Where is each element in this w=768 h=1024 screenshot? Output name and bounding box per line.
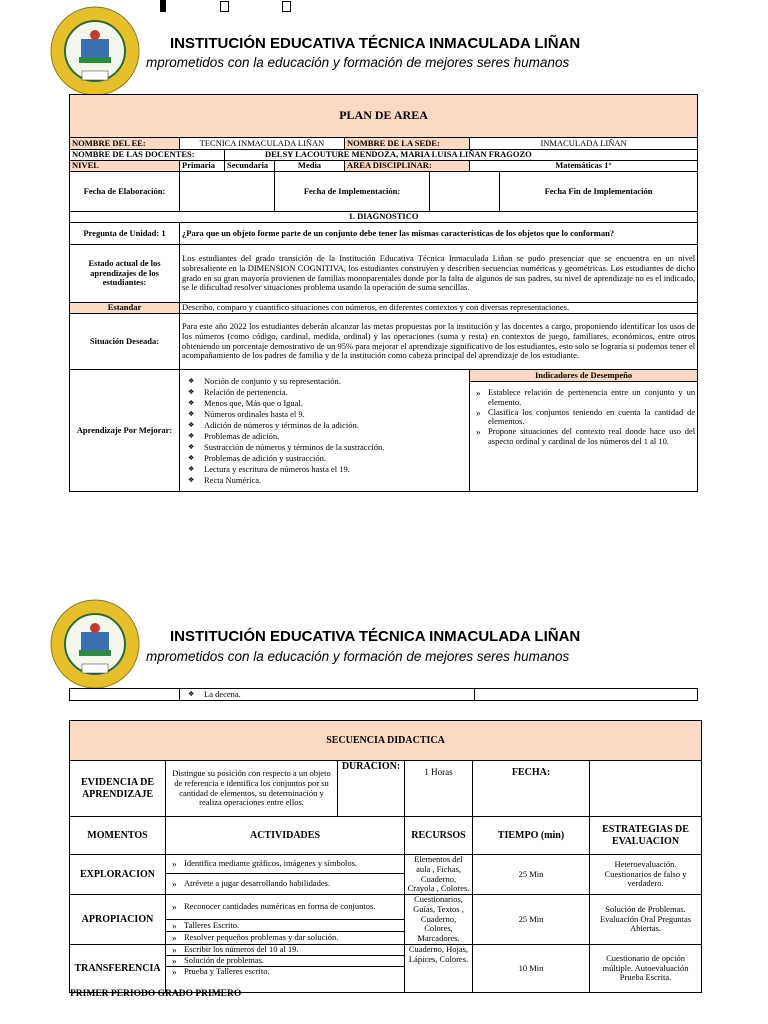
list-item: ❖ Relación de pertenencia. (204, 387, 467, 398)
section-diagnostico: 1. DIAGNOSTICO (70, 212, 698, 223)
duracion-label: DURACION: (338, 761, 405, 817)
indicadores-list (472, 388, 695, 447)
aprendizaje-cell (180, 370, 470, 492)
list-item: » Atrévete a jugar desarrollando habilidades. (184, 879, 402, 889)
footer-text: PRIMER PERIODO GRADO PRIMERO (70, 989, 242, 999)
empty-box-icon (220, 1, 229, 12)
institution-name-2: INSTITUCIÓN EDUCATIVA TÉCNICA INMACULADA LIÑAN (170, 628, 581, 645)
estado-label: Estado actual de los aprendizajes de los estudiantes: (70, 245, 180, 303)
institution-logo (49, 598, 141, 690)
estrategias-value: Cuestionario de opción múltiple. Autoevaluación Prueba Escrita. (590, 944, 702, 992)
list-item: » Escribir los números del 10 al 19. (184, 945, 402, 955)
estrategias-value: Heteroevaluación. Cuestionarios de falso y verdadero. (590, 855, 702, 895)
aprendizaje-label: Aprendizaje Por Mejorar: (70, 370, 180, 492)
black-square-icon (160, 0, 166, 12)
list-item: ❖ Noción de conjunto y su representación. (204, 376, 467, 387)
nivel-primaria: Primaria (180, 161, 225, 172)
list-item: ❖ Menos que, Más que o Igual. (204, 398, 467, 409)
situacion-label: Situación Deseada: (70, 314, 180, 370)
list-item: » Reconocer cantidades numéricas en forma de conjuntos. (184, 902, 402, 912)
empty-box-icon (282, 1, 291, 12)
plan-table (69, 94, 698, 492)
list-item: ❖ Problemas de adición. (204, 431, 467, 442)
momento-transferencia: TRANSFERENCIA (70, 944, 166, 992)
estrategias-value: Solución de Problemas. Evaluación Oral Preguntas Abiertas. (590, 895, 702, 945)
actividad-item (166, 855, 405, 874)
institution-name: INSTITUCIÓN EDUCATIVA TÉCNICA INMACULADA LIÑAN (170, 35, 581, 52)
list-item: ❖ Sustracción de números y términos de la sustracción. (204, 442, 467, 453)
list-item: » Propone situaciones del contexto real donde hace uso del aspecto ordinal y cardinal de los números del 1 al 10. (488, 427, 695, 447)
secuencia-title: SECUENCIA DIDACTICA (70, 721, 702, 761)
nivel-secundaria: Secundaria (225, 161, 275, 172)
actividad-item (166, 919, 405, 931)
indicadores-label: Indicadores de Desempeño (470, 370, 698, 382)
list-item: ❖ La decena. (204, 689, 472, 700)
list-item: ❖ Lectura y escritura de números hasta el 19. (204, 464, 467, 475)
ee-label: NOMBRE DEL EE: (70, 138, 180, 150)
duracion-value: 1 Horas (405, 761, 473, 817)
institution-motto: mprometidos con la educación y formación de mejores seres humanos (146, 55, 570, 70)
list-item: » Resolver pequeños problemas y dar solución. (184, 933, 402, 943)
institution-motto-2: mprometidos con la educación y formación de mejores seres humanos (146, 649, 570, 664)
fecha-label: FECHA: (473, 761, 590, 817)
fecha-elaboracion-label: Fecha de Elaboración: (70, 172, 180, 212)
tiempo-value: 25 Min (473, 895, 590, 945)
sede-label: NOMBRE DE LA SEDE: (345, 138, 470, 150)
pregunta-label: Pregunta de Unidad: 1 (70, 223, 180, 245)
recursos-value: Cuaderno, Hojas, Lápices, Colores. (405, 944, 473, 992)
actividad-item (166, 873, 405, 894)
estado-value: Los estudiantes del grado transición de la Institución Educativa Técnica Inmaculada Liñan se pudo presenciar que se encuentra en un nivel sobresaliente en la DIMENSION COGNITIVA, los estudiantes construyen y describen secuencias numéricas y geométricas. Los estudiantes de dicho grado en su gran mayoría provienen de familias monoparentales donde por la falta de algunos de sus padres, su nivel de aprendizaje no es el indicado, se le dificultad resolver situaciones problema usando la operación de suma sencillas. (180, 245, 698, 303)
col-actividades: ACTIVIDADES (166, 817, 405, 855)
tiempo-value: 10 Min (473, 944, 590, 992)
list-item: ❖ Problemas de adición y sustracción. (204, 453, 467, 464)
list-item: ❖ Recta Numérica. (204, 475, 467, 486)
actividad-item (166, 895, 405, 920)
tiempo-value: 25 Min (473, 855, 590, 895)
sede-value: INMACULADA LIÑAN (470, 138, 698, 150)
recursos-value: Cuestionarios, Guías, Textos , Cuaderno, Colores, Marcadores. (405, 895, 473, 945)
col-tiempo: TIEMPO (min) (473, 817, 590, 855)
list-item: » Establece relación de pertenencia entre un conjunto y un elemento. (488, 388, 695, 408)
momento-exploracion: EXPLORACION (70, 855, 166, 895)
estandar-label: Estandar (70, 303, 180, 314)
list-item: ❖ Adición de números y términos de la adición. (204, 420, 467, 431)
secuencia-table (69, 720, 702, 993)
evidencia-label: EVIDENCIA DE APRENDIZAJE (70, 761, 166, 817)
docentes-label: NOMBRE DE LAS DOCENTES: (70, 150, 225, 161)
institution-logo (49, 5, 141, 97)
list-item: ❖ Números ordinales hasta el 9. (204, 409, 467, 420)
recursos-value: Elementos del aula , Fichas, Cuaderno, Crayola , Colores. (405, 855, 473, 895)
continued-table (69, 688, 698, 701)
estandar-value: Describo, comparo y cuantifico situaciones con números, en diferentes contextos y con diversas representaciones. (180, 303, 698, 314)
indicadores-cell (470, 382, 698, 492)
actividad-item (166, 944, 405, 955)
evidencia-value: Distingue su posición con respecto a un objeto de referencia e identifica los conjuntos por su cantidad de elementos, su determinación y realiza operaciones entre ellos. (166, 761, 338, 817)
list-item: » Clasifica los conjuntos teniendo en cuenta la cantidad de elementos. (488, 408, 695, 428)
col-estrategias: ESTRATEGIAS DE EVALUACION (590, 817, 702, 855)
docentes-value: DELSY LACOUTURE MENDOZA, MARIA LUISA LIÑAN FRAGOZO (225, 150, 698, 161)
toolbar-glyphs (160, 0, 341, 12)
list-item: » Prueba y Talleres escrito. (184, 967, 402, 977)
fecha-fin-label: Fecha Fin de Implementación (500, 172, 698, 212)
momento-apropiacion: APROPIACION (70, 895, 166, 945)
fecha-implementacion-label: Fecha de Implementación: (275, 172, 430, 212)
actividad-item (166, 955, 405, 966)
plan-title: PLAN DE AREA (70, 95, 698, 138)
area-value: Matemáticas 1° (470, 161, 698, 172)
ee-value: TECNICA INMACULADA LIÑAN (180, 138, 345, 150)
area-label: AREA DISCIPLINAR: (345, 161, 470, 172)
pregunta-value: ¿Para que un objeto forme parte de un conjunto debe tener las mismas características de los objetos que lo conforman? (180, 223, 698, 245)
list-item: » Identifica mediante gráficos, imágenes y símbolos. (184, 859, 402, 869)
list-item: » Solución de problemas. (184, 956, 402, 966)
situacion-value: Para este año 2022 los estudiantes deberán alcanzar las metas propuestas por la institución y las docentes a cargo, proponiendo identificar los usos de los números (como código, cardinal, medida, ordinal) y las operaciones (suma y resta) en contextos de juego, familiares, económicos, entre otros obteniendo un porcentaje demostrativo de un 95% para mejorar el aprendizaje significativo de los estudiantes, esto solo se lograría si podemos tener el acompañamiento de los padres de familia y de la institución como cabeza principal del aprendizaje de los estudiante. (180, 314, 698, 370)
actividad-item (166, 932, 405, 944)
nivel-media: Media (275, 161, 345, 172)
aprendizaje-list (182, 376, 467, 486)
col-momentos: MOMENTOS (70, 817, 166, 855)
list-item: » Talleres Escrito. (184, 921, 402, 931)
col-recursos: RECURSOS (405, 817, 473, 855)
nivel-label: NIVEL (70, 161, 180, 172)
